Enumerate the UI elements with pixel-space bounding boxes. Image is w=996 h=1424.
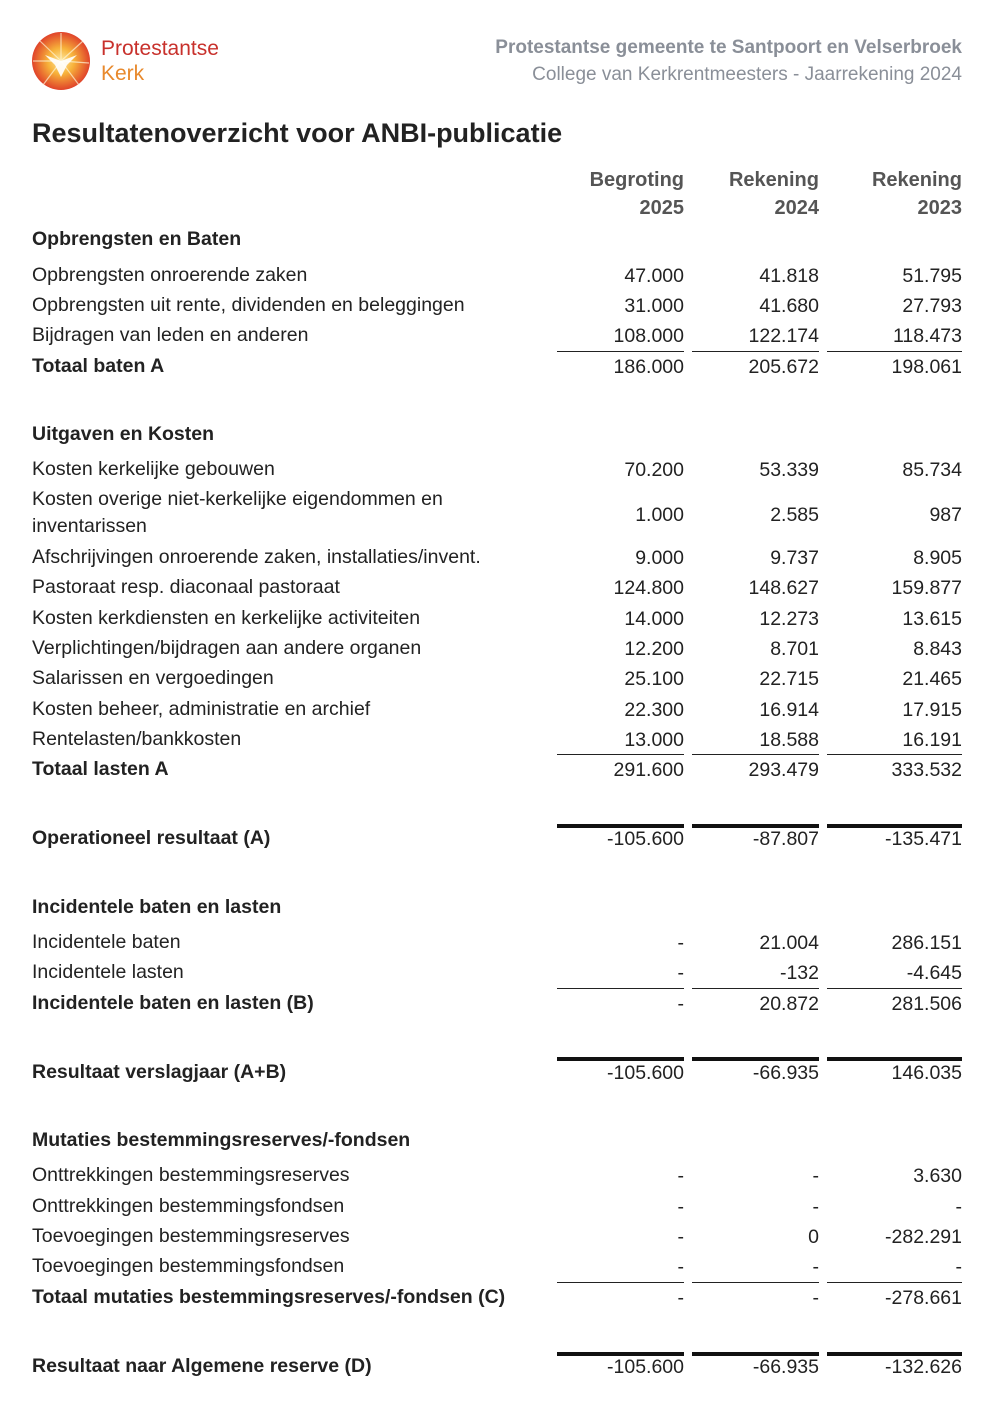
row-label-text: Incidentele baten en lasten	[32, 896, 282, 918]
row-heading	[32, 353, 164, 380]
column-header-rekening-2023	[802, 166, 962, 222]
row-label	[32, 1223, 350, 1250]
total-rule	[827, 988, 962, 989]
total-rule	[692, 1282, 819, 1283]
cell-value: 21.465	[902, 668, 962, 690]
total-rule-thick	[827, 824, 962, 828]
cell-value: 281.506	[891, 993, 962, 1015]
row-label-text-continued: inventarissen	[32, 515, 147, 537]
total-rule	[557, 754, 684, 755]
column-header-line1: Rekening	[871, 169, 962, 191]
total-rule	[557, 1282, 684, 1283]
cell-value: 293.479	[748, 759, 819, 781]
cell-value: 18.588	[759, 729, 819, 751]
cell-value: -	[812, 1256, 819, 1278]
column-header-rekening-2024	[659, 166, 819, 222]
cell-value: -	[677, 1196, 684, 1218]
cell-value: -66.935	[752, 1356, 819, 1378]
total-rule-thick	[557, 824, 684, 828]
row-label-text: Kosten overige niet-kerkelijke eigendommen en	[32, 488, 443, 510]
logo-line-2: Kerk	[101, 62, 145, 85]
row-label	[32, 262, 307, 289]
cell-value: 47.000	[624, 265, 684, 287]
cell-value: -135.471	[885, 828, 962, 850]
row-label-text: Verplichtingen/bijdragen aan andere organen	[32, 637, 422, 659]
cell-value: -	[812, 1287, 819, 1309]
row-label	[32, 929, 181, 956]
row-heading	[32, 226, 241, 253]
cell-value: 286.151	[891, 932, 962, 954]
cell-value: 22.300	[624, 699, 684, 721]
row-label	[32, 292, 465, 319]
cell-value: 9.000	[635, 547, 684, 569]
cell-value: -105.600	[607, 1356, 684, 1378]
row-label	[32, 544, 481, 571]
row-label	[32, 665, 274, 692]
document-subtitle: College van Kerkrentmeesters - Jaarrekening 2024	[532, 64, 962, 85]
row-label-text: Uitgaven en Kosten	[32, 423, 215, 445]
cell-value: -	[677, 1256, 684, 1278]
row-label-text: Onttrekkingen bestemmingsreserves	[32, 1164, 350, 1186]
cell-value: 291.600	[613, 759, 684, 781]
row-label	[32, 696, 370, 723]
cell-value: 124.800	[613, 577, 684, 599]
row-label	[32, 635, 421, 662]
total-rule-thick	[827, 1057, 962, 1061]
cell-value: 148.627	[748, 577, 819, 599]
row-heading	[32, 990, 314, 1017]
cell-value: 16.191	[902, 729, 962, 751]
total-rule	[827, 754, 962, 755]
row-label	[32, 1253, 344, 1280]
cell-value: 159.877	[891, 577, 962, 599]
logo-line-1: Protestantse	[101, 37, 219, 60]
cell-value: -	[677, 993, 684, 1015]
row-label-text: Kosten kerkelijke gebouwen	[32, 458, 275, 480]
cell-value: -105.600	[607, 1062, 684, 1084]
cell-value: -105.600	[607, 828, 684, 850]
column-header-line2: 2025	[639, 197, 684, 219]
cell-value: 53.339	[759, 459, 819, 481]
row-label-text: Opbrengsten onroerende zaken	[32, 264, 308, 286]
cell-value: 22.715	[759, 668, 819, 690]
row-heading	[32, 1284, 505, 1311]
row-heading	[32, 1353, 372, 1380]
cell-value: -	[677, 962, 684, 984]
row-label-text: Opbrengsten en Baten	[32, 228, 242, 250]
total-rule-thick	[557, 1057, 684, 1061]
row-label-text: Pastoraat resp. diaconaal pastoraat	[32, 576, 340, 598]
row-label	[32, 726, 241, 753]
cell-value: -	[812, 1165, 819, 1187]
cell-value: 0	[808, 1226, 819, 1248]
cell-value: 20.872	[759, 993, 819, 1015]
cell-value: -66.935	[752, 1062, 819, 1084]
cell-value: 198.061	[891, 356, 962, 378]
total-rule-thick	[692, 824, 819, 828]
cell-value: -4.645	[906, 962, 962, 984]
row-label-text: Incidentele baten	[32, 931, 181, 953]
row-label-text: Operationeel resultaat (A)	[32, 827, 271, 849]
cell-value: -	[677, 1287, 684, 1309]
row-label	[32, 486, 443, 540]
cell-value: 13.615	[902, 608, 962, 630]
cell-value: 987	[929, 504, 962, 526]
row-label-text: Kosten kerkdiensten en kerkelijke activiteiten	[32, 607, 421, 629]
row-label-text: Bijdragen van leden en anderen	[32, 324, 309, 346]
row-heading	[32, 1059, 286, 1086]
cell-value: -	[955, 1256, 962, 1278]
row-label-text: Kosten beheer, administratie en archief	[32, 698, 371, 720]
cell-value: 8.843	[913, 638, 962, 660]
row-label	[32, 574, 340, 601]
total-rule-thick	[557, 1352, 684, 1356]
cell-value: 12.273	[759, 608, 819, 630]
row-label-text: Totaal lasten A	[32, 758, 169, 780]
cell-value: 2.585	[770, 504, 819, 526]
row-label	[32, 1193, 344, 1220]
cell-value: 122.174	[748, 325, 819, 347]
column-header-line2: 2023	[917, 197, 962, 219]
cell-value: 27.793	[902, 295, 962, 317]
cell-value: -282.291	[885, 1226, 962, 1248]
cell-value: 21.004	[759, 932, 819, 954]
row-heading	[32, 1127, 410, 1154]
cell-value: 16.914	[759, 699, 819, 721]
cell-value: 205.672	[748, 356, 819, 378]
organization-name: Protestantse gemeente te Santpoort en Velserbroek	[495, 37, 962, 58]
row-heading	[32, 421, 214, 448]
cell-value: 17.915	[902, 699, 962, 721]
total-rule	[692, 754, 819, 755]
cell-value: 186.000	[613, 356, 684, 378]
cell-value: -278.661	[885, 1287, 962, 1309]
row-label-text: Incidentele lasten	[32, 961, 184, 983]
document-header	[495, 34, 962, 88]
cell-value: 85.734	[902, 459, 962, 481]
cell-value: 31.000	[624, 295, 684, 317]
total-rule-thick	[827, 1352, 962, 1356]
cell-value: -	[955, 1196, 962, 1218]
cell-value: 70.200	[624, 459, 684, 481]
cell-value: 108.000	[613, 325, 684, 347]
logo-text	[101, 36, 219, 86]
cell-value: -132	[779, 962, 819, 984]
cell-value: -	[677, 932, 684, 954]
cell-value: 8.701	[770, 638, 819, 660]
row-label	[32, 959, 184, 986]
cell-value: 333.532	[891, 759, 962, 781]
row-label-text: Resultaat verslagjaar (A+B)	[32, 1061, 287, 1083]
row-label-text: Salarissen en vergoedingen	[32, 667, 274, 689]
row-label	[32, 456, 275, 483]
total-rule	[827, 351, 962, 352]
cell-value: 1.000	[635, 504, 684, 526]
cell-value: 3.630	[913, 1165, 962, 1187]
cell-value: 25.100	[624, 668, 684, 690]
page-title: Resultatenoverzicht voor ANBI-publicatie	[32, 118, 563, 148]
row-heading	[32, 756, 169, 783]
cell-value: -87.807	[752, 828, 819, 850]
cell-value: -	[677, 1226, 684, 1248]
total-rule	[692, 988, 819, 989]
cell-value: 41.680	[759, 295, 819, 317]
cell-value: 146.035	[891, 1062, 962, 1084]
column-header-line1: Rekening	[728, 169, 819, 191]
row-label	[32, 1162, 350, 1189]
row-label	[32, 605, 420, 632]
total-rule	[557, 988, 684, 989]
cell-value: 8.905	[913, 547, 962, 569]
total-rule-thick	[692, 1352, 819, 1356]
row-heading	[32, 894, 281, 921]
row-label-text: Mutaties bestemmingsreserves/-fondsen	[32, 1129, 411, 1151]
row-label-text: Opbrengsten uit rente, dividenden en beleggingen	[32, 294, 465, 316]
total-rule	[692, 351, 819, 352]
column-header-line2: 2024	[774, 197, 819, 219]
row-label-text: Afschrijvingen onroerende zaken, installaties/invent.	[32, 546, 481, 568]
total-rule	[827, 1282, 962, 1283]
row-label	[32, 322, 308, 349]
cell-value: -	[812, 1196, 819, 1218]
row-label-text: Toevoegingen bestemmingsfondsen	[32, 1255, 345, 1277]
row-label-text: Resultaat naar Algemene reserve (D)	[32, 1355, 372, 1377]
total-rule	[557, 351, 684, 352]
cell-value: 41.818	[759, 265, 819, 287]
cell-value: -132.626	[885, 1356, 962, 1378]
row-label-text: Incidentele baten en lasten (B)	[32, 992, 314, 1014]
cell-value: -	[677, 1165, 684, 1187]
cell-value: 9.737	[770, 547, 819, 569]
row-label-text: Toevoegingen bestemmingsreserves	[32, 1225, 350, 1247]
row-label-text: Totaal mutaties bestemmingsreserves/-fondsen (C)	[32, 1286, 506, 1308]
row-label-text: Rentelasten/bankkosten	[32, 728, 242, 750]
row-heading	[32, 825, 270, 852]
cell-value: 14.000	[624, 608, 684, 630]
column-header-line1: Begroting	[589, 169, 684, 191]
cell-value: 51.795	[902, 265, 962, 287]
total-rule-thick	[692, 1057, 819, 1061]
logo-icon	[31, 31, 91, 91]
row-label-text: Totaal baten A	[32, 355, 165, 377]
row-label-text: Onttrekkingen bestemmingsfondsen	[32, 1195, 345, 1217]
cell-value: 13.000	[624, 729, 684, 751]
cell-value: 118.473	[892, 325, 962, 347]
cell-value: 12.200	[624, 638, 684, 660]
